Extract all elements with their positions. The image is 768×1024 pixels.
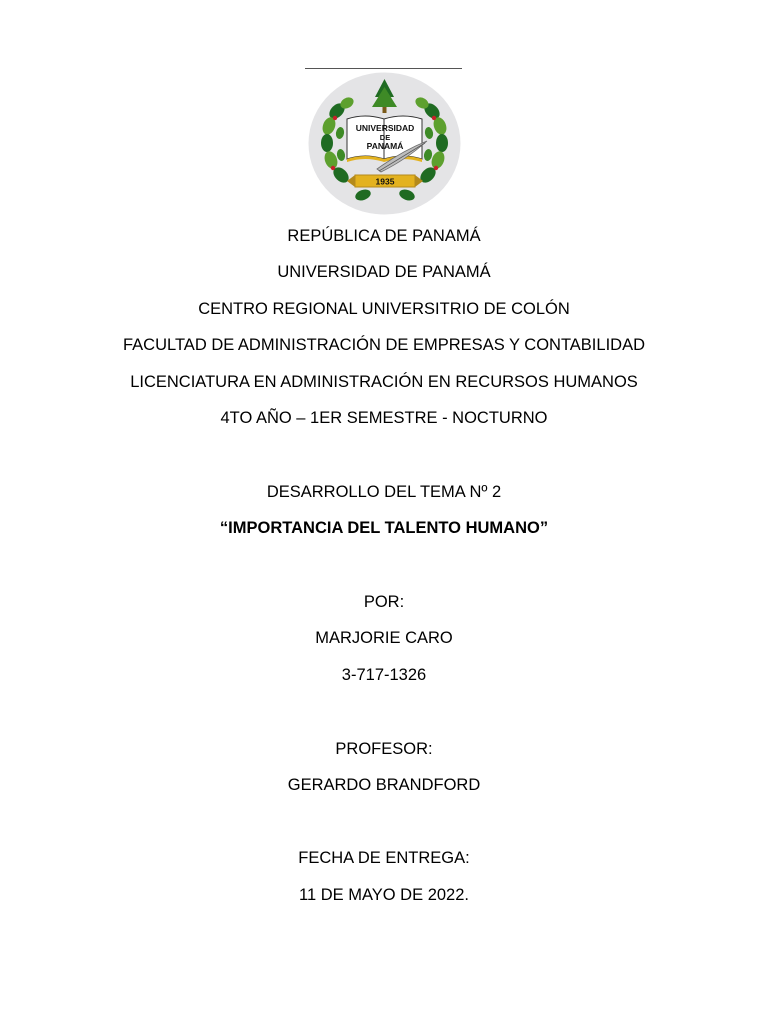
- university-seal-logo: [307, 71, 462, 216]
- top-rule: [305, 68, 462, 69]
- author-id: 3-717-1326: [341, 666, 427, 684]
- degree-line: LICENCIATURA EN ADMINISTRACIÓN EN RECURSOS HUMANOS: [130, 373, 638, 391]
- professor-label: PROFESOR:: [335, 740, 433, 758]
- university-line: UNIVERSIDAD DE PANAMÁ: [277, 263, 491, 281]
- professor-name: GERARDO BRANDFORD: [287, 776, 481, 794]
- regional-center-line: CENTRO REGIONAL UNIVERSITRIO DE COLÓN: [198, 300, 570, 318]
- country-line: REPÚBLICA DE PANAMÁ: [287, 227, 481, 245]
- seal-name-line3: PANAMÁ: [366, 141, 404, 151]
- delivery-label: FECHA DE ENTREGA:: [298, 849, 470, 867]
- faculty-line: FACULTAD DE ADMINISTRACIÓN DE EMPRESAS Y CONTABILIDAD: [123, 336, 645, 354]
- author-name: MARJORIE CARO: [315, 629, 453, 647]
- seal-year: 1935: [375, 176, 395, 187]
- year-semester-line: 4TO AÑO – 1ER SEMESTRE - NOCTURNO: [220, 409, 548, 427]
- seal-name-line1: UNIVERSIDAD: [355, 123, 415, 133]
- delivery-date: 11 DE MAYO DE 2022.: [299, 886, 469, 904]
- assignment-title: “IMPORTANCIA DEL TALENTO HUMANO”: [219, 519, 549, 537]
- seal-name-line2: DE: [379, 133, 391, 142]
- topic-label: DESARROLLO DEL TEMA Nº 2: [266, 483, 502, 501]
- author-label: POR:: [363, 593, 405, 611]
